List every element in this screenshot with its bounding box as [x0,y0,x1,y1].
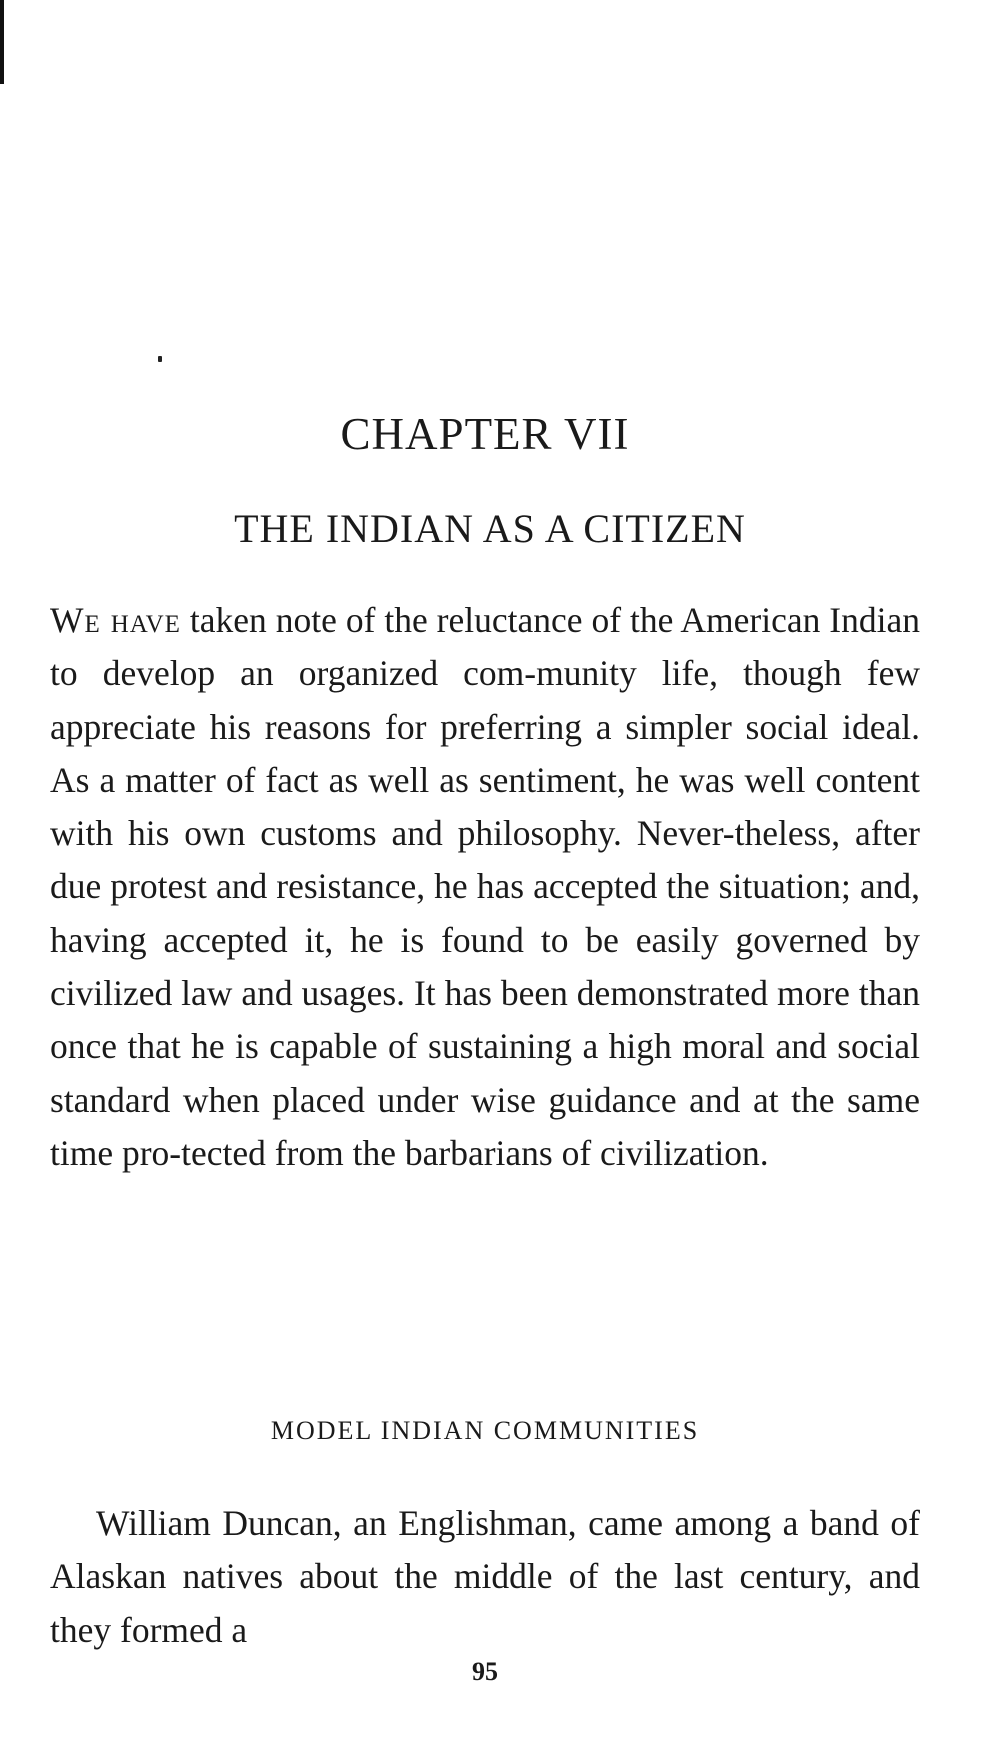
print-speck [158,356,162,362]
paragraph-text-2: William Duncan, an Englishman, came among a band of Alaskan natives about the middle of the last century, and they formed a [50,1503,920,1650]
section-heading: MODEL INDIAN COMMUNITIES [270,1416,700,1445]
chapter-number: CHAPTER VII [340,409,630,459]
page-edge-mark [0,0,4,84]
page-number: 95 [472,1657,498,1686]
paragraph-lead-smallcaps: We have [50,600,181,640]
paragraph-text: taken note of the reluctance of the American Indian to develop an organized com-munity life, though few appreciate his reasons for preferring a simpler social ideal. As a matter of fact as well as sentiment, he was well content with his own customs and philosophy. Never-theless, after due protest and resistance, he has accepted the situation; and, having accepted it, he is found to be easily governed by civilized law and usages. It has been demonstrated more than once that he is capable of sustaining a high moral and social standard when placed under wise guidance and at the same time pro-tected from the barbarians of civilization. [50,600,920,1173]
body-paragraph [50,594,920,1180]
body-paragraph-2 [50,1497,920,1657]
chapter-title: THE INDIAN AS A CITIZEN [234,506,746,551]
